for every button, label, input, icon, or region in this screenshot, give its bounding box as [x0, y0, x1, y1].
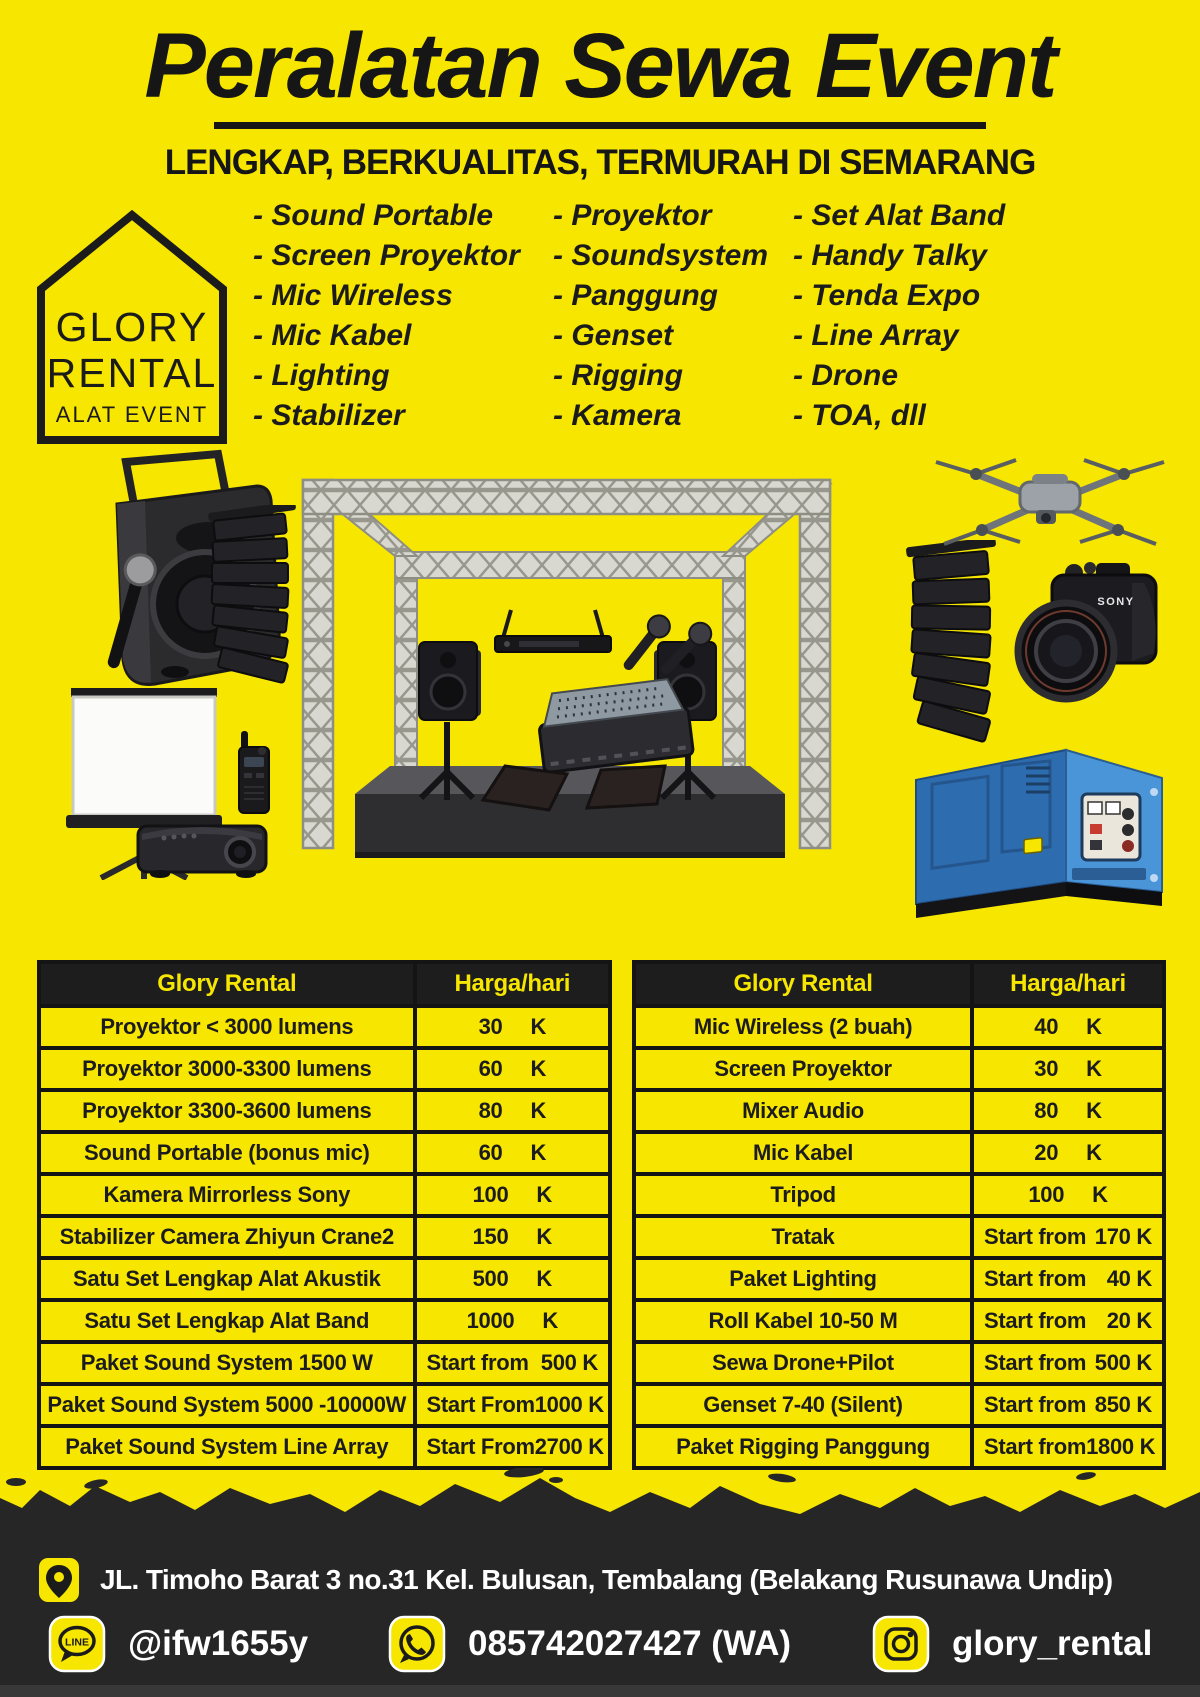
logo-line2: RENTAL — [46, 350, 218, 396]
price-item-label: Roll Kabel 10-50 M — [636, 1302, 974, 1340]
equipment-item: - Panggung — [553, 279, 718, 312]
price-item-label: Sound Portable (bonus mic) — [41, 1134, 417, 1172]
equipment-item: - Stabilizer — [253, 399, 405, 432]
price-value: Start From 2700 K — [426, 1434, 604, 1459]
footer — [0, 1543, 1200, 1697]
price-item-label: Paket Lighting — [636, 1260, 974, 1298]
page-title: Peralatan Sewa Event — [144, 15, 1056, 117]
price-value: 20 K — [1034, 1140, 1102, 1165]
price-row — [41, 1092, 608, 1130]
price-item-label: Mic Kabel — [636, 1134, 974, 1172]
price-value: 80 K — [478, 1098, 547, 1123]
whatsapp-number-text: 085742027427 (WA) — [468, 1624, 791, 1663]
price-value: 40 K — [1034, 1014, 1102, 1039]
equipment-item: - Proyektor — [553, 199, 712, 232]
equipment-item: - TOA, dll — [793, 399, 926, 432]
price-table-left — [37, 960, 612, 1470]
screen-surface — [73, 697, 215, 815]
instagram-icon — [872, 1615, 930, 1673]
camera-illustration — [1004, 553, 1166, 705]
price-row — [41, 1008, 608, 1046]
price-item-label: Mixer Audio — [636, 1092, 974, 1130]
price-item-label: Paket Sound System Line Array — [41, 1428, 417, 1466]
price-row — [636, 1302, 1162, 1340]
equipment-item: - Soundsystem — [553, 239, 769, 272]
header-price-col: Harga/hari — [454, 970, 571, 997]
line-icon-text: LINE — [65, 1636, 89, 1649]
price-row — [41, 1050, 608, 1088]
equipment-item: - Drone — [793, 359, 898, 392]
price-value: 1000 K — [466, 1308, 558, 1333]
price-row — [636, 1134, 1162, 1172]
price-row — [41, 1428, 608, 1466]
price-row — [636, 1218, 1162, 1256]
price-value: Start from 850 K — [983, 1392, 1152, 1417]
page-subtitle: LENGKAP, BERKUALITAS, TERMURAH DI SEMARANG — [164, 143, 1036, 182]
stage-front — [355, 794, 785, 854]
equipment-column-2 — [553, 196, 798, 436]
price-value: 60 K — [478, 1056, 547, 1081]
price-item-label: Screen Proyektor — [636, 1050, 974, 1088]
price-value: 80 K — [1034, 1098, 1102, 1123]
address-row — [38, 1557, 1113, 1603]
line-icon — [48, 1615, 106, 1673]
drone-illustration — [928, 444, 1172, 556]
header-price-col: Harga/hari — [1010, 970, 1126, 997]
genset-side — [916, 750, 1066, 904]
logo-line3: ALAT EVENT — [55, 402, 209, 427]
price-value: Start from 500 K — [983, 1350, 1152, 1375]
equipment-item: - Tenda Expo — [793, 279, 981, 312]
price-item-label: Proyektor 3300-3600 lumens — [41, 1092, 417, 1130]
price-table-header — [636, 964, 1162, 1004]
instagram-handle-text: glory_rental — [952, 1624, 1153, 1663]
price-item-label: Kamera Mirrorless Sony — [41, 1176, 417, 1214]
price-item-label: Satu Set Lengkap Alat Akustik — [41, 1260, 417, 1298]
price-value: 100 K — [1028, 1182, 1108, 1207]
line-id-text: @ifw1655y — [128, 1624, 309, 1663]
price-item-label: Tratak — [636, 1218, 974, 1256]
line-array-left-illustration — [198, 505, 303, 685]
price-value: 100 K — [472, 1182, 552, 1207]
equipment-item: - Screen Proyektor — [253, 239, 520, 272]
line-array-right-illustration — [898, 540, 1003, 745]
price-value: Start from 170 K — [983, 1224, 1152, 1249]
price-item-label: Paket Rigging Panggung — [636, 1428, 974, 1466]
audio-mixer — [535, 677, 693, 773]
footer-bottom-strip — [0, 1685, 1200, 1697]
price-row — [636, 1344, 1162, 1382]
equipment-item: - Line Array — [793, 319, 959, 352]
price-row — [41, 1386, 608, 1424]
price-item-label: Paket Sound System 5000 -10000W — [41, 1386, 417, 1424]
price-item-label: Tripod — [636, 1176, 974, 1214]
logo-line1: GLORY — [55, 304, 209, 350]
header-item-col: Glory Rental — [41, 964, 417, 1004]
stage-truss-illustration — [295, 460, 840, 862]
price-row — [636, 1050, 1162, 1088]
price-value: Start from 40 K — [983, 1266, 1152, 1291]
camera-brand-label: SONY — [1097, 596, 1135, 608]
price-item-label: Stabilizer Camera Zhiyun Crane2 — [41, 1218, 417, 1256]
equipment-item: - Set Alat Band — [793, 199, 1006, 232]
price-item-label: Proyektor < 3000 lumens — [41, 1008, 417, 1046]
equipment-item: - Genset — [553, 319, 674, 352]
price-row — [636, 1386, 1162, 1424]
title-underline — [214, 122, 986, 129]
price-item-label: Proyektor 3000-3300 lumens — [41, 1050, 417, 1088]
price-table-header — [41, 964, 608, 1004]
equipment-item: - Kamera — [553, 399, 682, 432]
price-item-label: Mic Wireless (2 buah) — [636, 1008, 974, 1046]
contact-whatsapp — [388, 1615, 791, 1673]
price-row — [41, 1344, 608, 1382]
price-table-right — [632, 960, 1166, 1470]
grunge-edge — [0, 1468, 1200, 1548]
price-row — [41, 1260, 608, 1298]
equipment-item: - Mic Wireless — [253, 279, 453, 312]
equipment-column-1 — [253, 196, 548, 436]
genset-illustration — [906, 728, 1168, 920]
price-value: 500 K — [472, 1266, 552, 1291]
price-value: Start from 1800 K — [983, 1434, 1156, 1459]
equipment-column-3 — [793, 196, 1063, 436]
price-item-label: Sewa Drone+Pilot — [636, 1344, 974, 1382]
equipment-item: - Mic Kabel — [253, 319, 412, 352]
price-row — [41, 1176, 608, 1214]
price-row — [41, 1134, 608, 1172]
price-value: 150 K — [472, 1224, 552, 1249]
price-row — [41, 1218, 608, 1256]
address-text: JL. Timoho Barat 3 no.31 Kel. Bulusan, Tembalang (Belakang Rusunawa Undip) — [100, 1564, 1113, 1595]
equipment-item: - Sound Portable — [253, 199, 493, 232]
price-item-label: Satu Set Lengkap Alat Band — [41, 1302, 417, 1340]
handy-talky-illustration — [234, 731, 276, 815]
projector-illustration — [136, 814, 271, 880]
equipment-item: - Lighting — [253, 359, 390, 392]
glory-rental-logo — [36, 210, 228, 446]
contact-line — [48, 1615, 308, 1673]
price-value: Start from 500 K — [426, 1350, 598, 1375]
equipment-item: - Handy Talky — [793, 239, 987, 272]
price-row — [41, 1302, 608, 1340]
price-value: 60 K — [478, 1140, 547, 1165]
mic-receiver — [495, 610, 611, 652]
price-item-label: Genset 7-40 (Silent) — [636, 1386, 974, 1424]
location-pin-icon — [38, 1557, 80, 1603]
price-row — [636, 1092, 1162, 1130]
whatsapp-icon — [388, 1615, 446, 1673]
price-value: 30 K — [478, 1014, 547, 1039]
price-row — [636, 1260, 1162, 1298]
price-value: Start From 1000 K — [426, 1392, 604, 1417]
contact-instagram — [872, 1615, 1152, 1673]
price-row — [636, 1008, 1162, 1046]
price-row — [636, 1176, 1162, 1214]
price-item-label: Paket Sound System 1500 W — [41, 1344, 417, 1382]
price-value: 30 K — [1034, 1056, 1102, 1081]
equipment-item: - Rigging — [553, 359, 683, 392]
price-row — [636, 1428, 1162, 1466]
price-value: Start from 20 K — [983, 1308, 1152, 1333]
header-item-col: Glory Rental — [636, 964, 974, 1004]
